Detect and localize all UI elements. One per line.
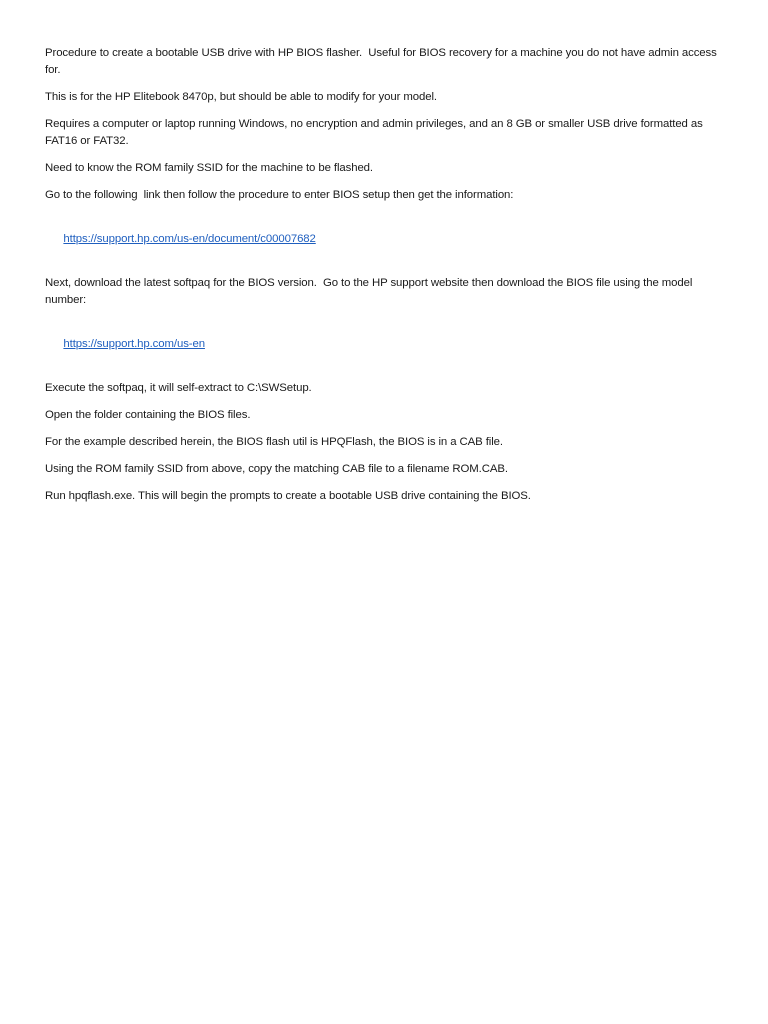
paragraph-run-flash: Run hpqflash.exe. This will begin the prompts to create a bootable USB drive containing the BIOS. [45,490,531,502]
paragraph-requirements: Requires a computer or laptop running Windows, no encryption and admin privileges, and an 8 GB or smaller USB drive formatted as FAT16 or FAT32. [45,118,706,147]
paragraph-execute: Execute the softpaq, it will self-extract to C:\SWSetup. [45,382,312,394]
document-body [45,45,730,515]
link-paragraph-support [45,319,730,370]
link-paragraph-document [45,214,730,265]
hp-support-link[interactable]: https://support.hp.com/us-en [63,338,205,350]
paragraph-intro: Procedure to create a bootable USB drive with HP BIOS flasher. Useful for BIOS recovery for a machine you do not have admin access for. [45,47,720,76]
paragraph-model: This is for the HP Elitebook 8470p, but should be able to modify for your model. [45,91,437,103]
paragraph-open-folder: Open the folder containing the BIOS files. [45,409,251,421]
paragraph-rom-ssid: Need to know the ROM family SSID for the machine to be flashed. [45,162,373,174]
hp-document-link[interactable]: https://support.hp.com/us-en/document/c00007682 [63,233,316,245]
paragraph-copy-cab: Using the ROM family SSID from above, copy the matching CAB file to a filename ROM.CAB. [45,463,508,475]
paragraph-download: Next, download the latest softpaq for the BIOS version. Go to the HP support website then download the BIOS file using the model number: [45,277,696,306]
paragraph-example: For the example described herein, the BIOS flash util is HPQFlash, the BIOS is in a CAB file. [45,436,503,448]
paragraph-goto-link: Go to the following link then follow the procedure to enter BIOS setup then get the information: [45,189,514,201]
